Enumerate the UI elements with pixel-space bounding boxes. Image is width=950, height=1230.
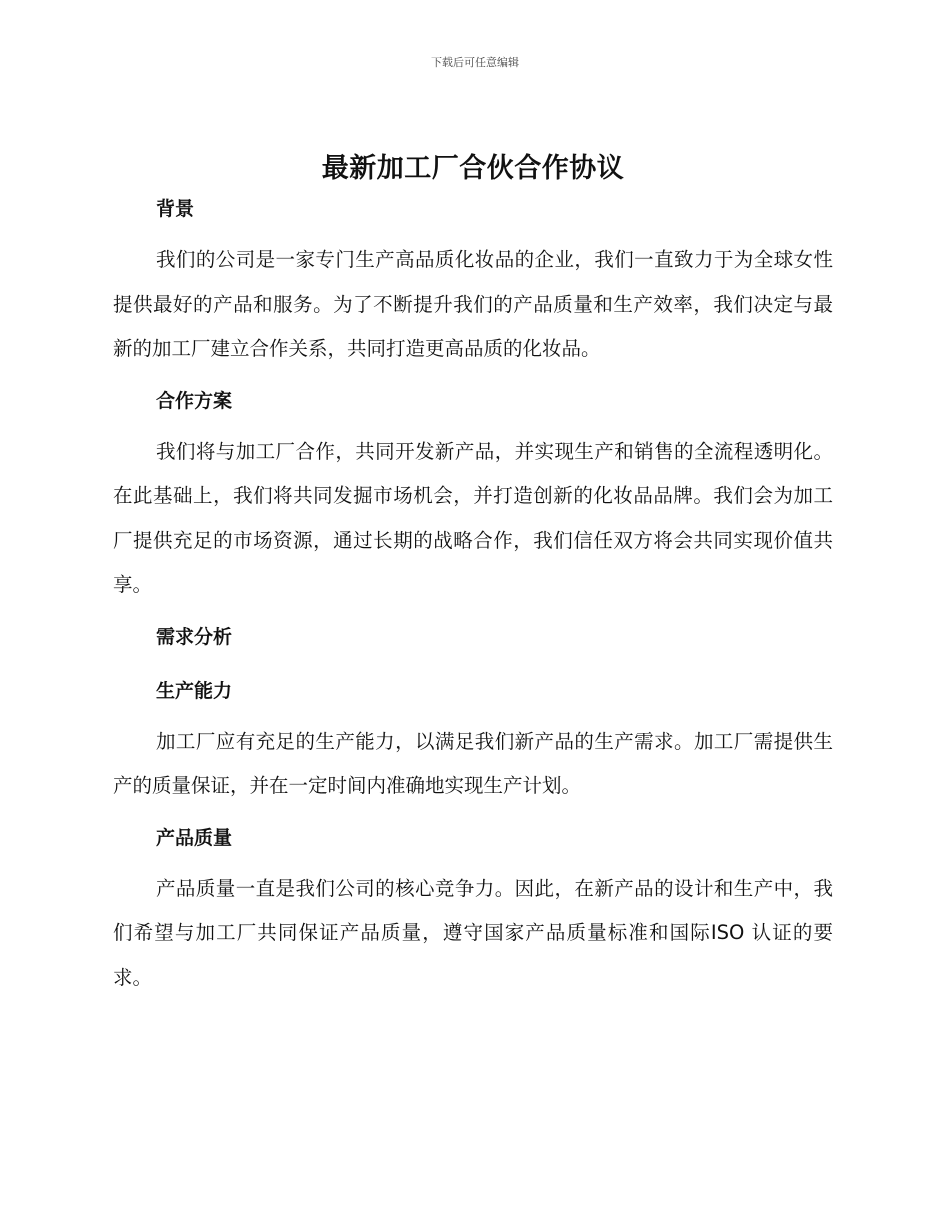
paragraph-quality: 产品质量一直是我们公司的核心竞争力。因此，在新产品的设计和生产中，我们希望与加工厂共同保证产品质量，遵守国家产品质量标准和国际ISO 认证的要求。 xyxy=(113,876,833,989)
section-heading-demand: 需求分析 xyxy=(156,625,233,648)
paragraph-capacity: 加工厂应有充足的生产能力，以满足我们新产品的生产需求。加工厂需提供生产的质量保证，并在一定时间内准确地实现生产计划。 xyxy=(113,729,833,797)
section-heading-background: 背景 xyxy=(156,198,195,220)
paragraph-plan: 我们将与加工厂合作，共同开发新产品，并实现生产和销售的全流程透明化。在此基础上，我们将共同发掘市场机会，并打造创新的化妆品品牌。我们会为加工厂提供充足的市场资源，通过长期的战略合作，我们信任双方将会共同实现价值共享。 xyxy=(113,439,833,596)
section-heading-quality: 产品质量 xyxy=(156,826,233,849)
paragraph-background: 我们的公司是一家专门生产高品质化妆品的企业，我们一直致力于为全球女性提供最好的产品和服务。为了不断提升我们的产品质量和生产效率，我们决定与最新的加工厂建立合作关系，共同打造更高品质的化妆品。 xyxy=(113,248,833,360)
section-heading-capacity: 生产能力 xyxy=(156,679,233,702)
document-body xyxy=(113,150,833,1000)
header-note: 下载后可任意编辑 xyxy=(431,56,519,69)
section-heading-plan: 合作方案 xyxy=(156,389,233,412)
document-title: 最新加工厂合伙合作协议 xyxy=(321,153,625,184)
